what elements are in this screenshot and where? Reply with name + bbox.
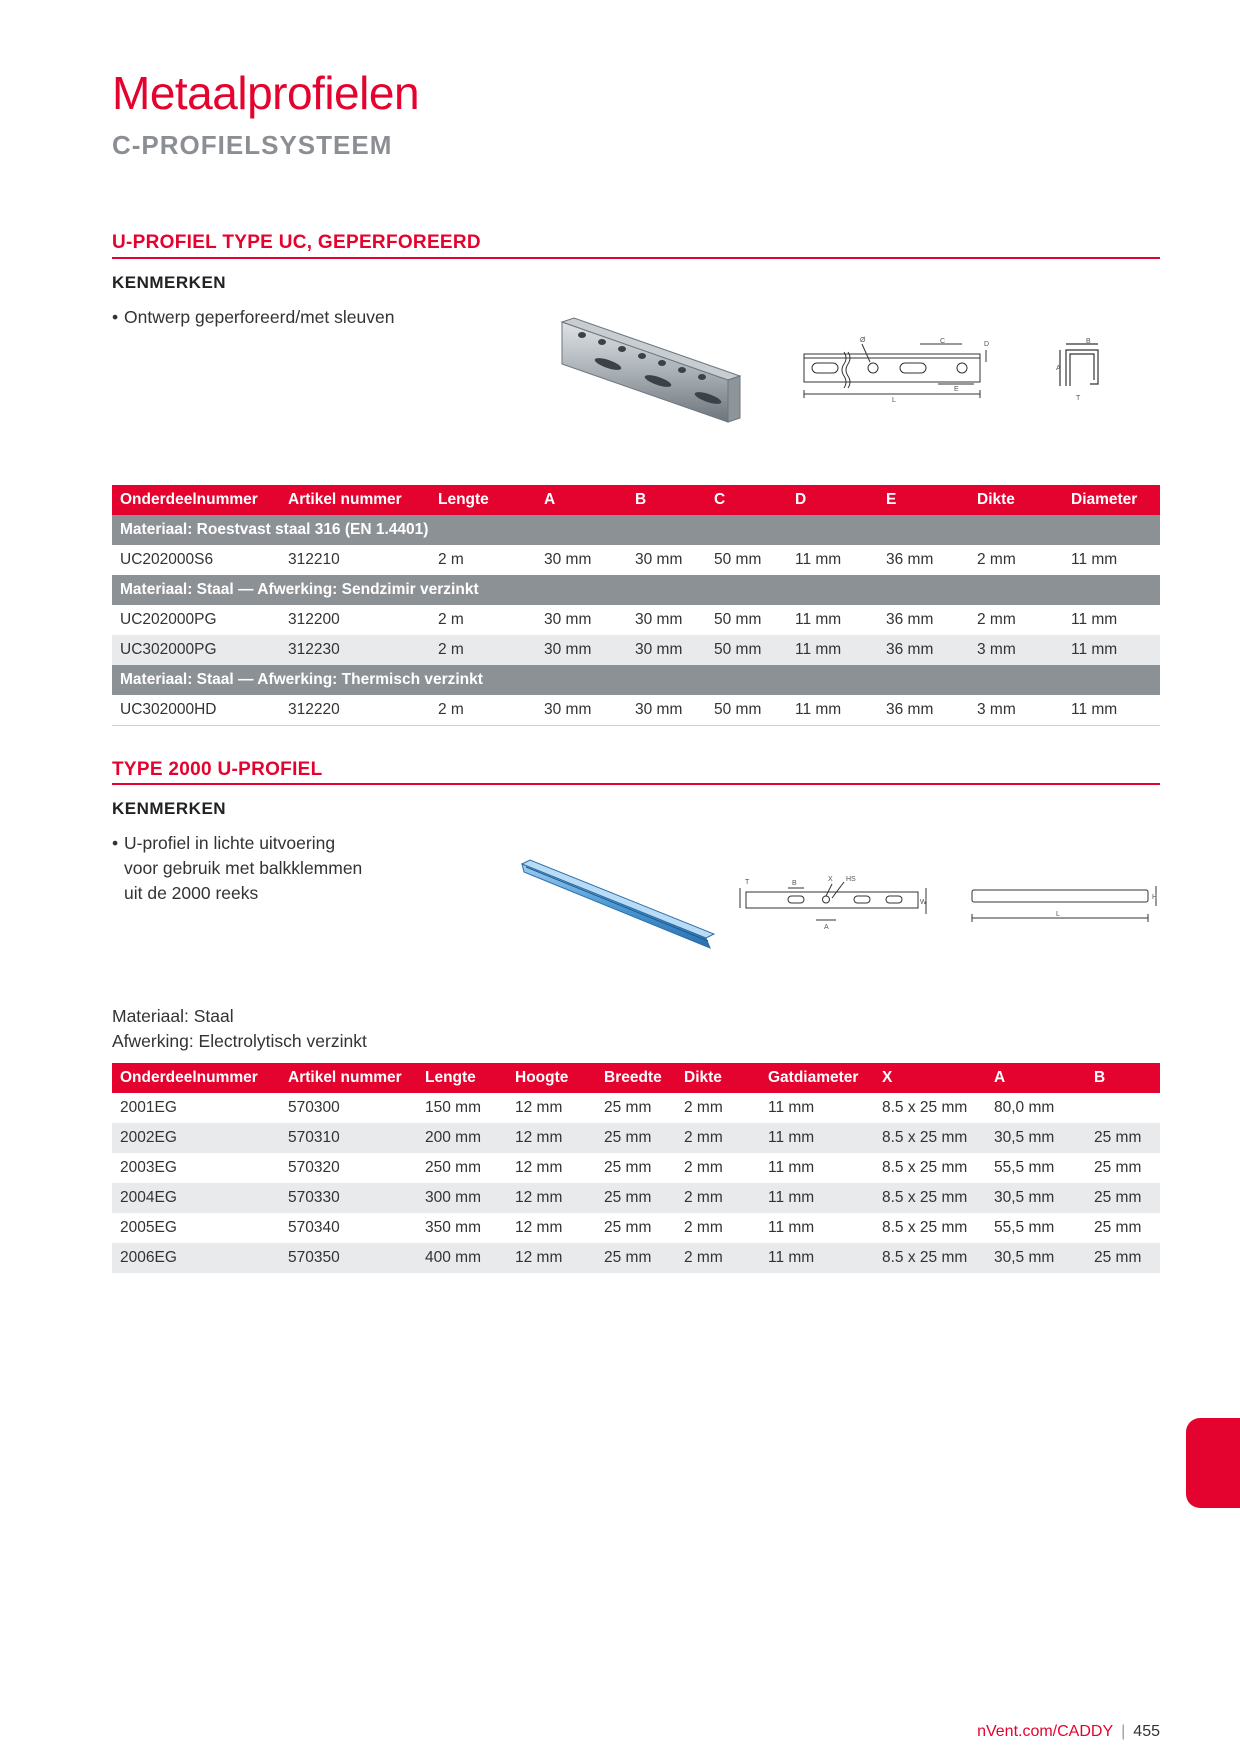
table-cell: 30 mm xyxy=(627,635,706,665)
table-cell: 2002EG xyxy=(112,1123,280,1153)
table-cell: 11 mm xyxy=(1071,611,1118,628)
table-cell: UC302000HD xyxy=(112,695,280,725)
type2000-diagram-t-label: T xyxy=(745,879,750,886)
table-row xyxy=(112,1093,1160,1123)
table-cell: 11 mm xyxy=(795,611,842,628)
table-cell: 570300 xyxy=(288,1099,340,1116)
table-cell: 36 mm xyxy=(878,635,969,665)
type2000-diagram-a-label: A xyxy=(824,924,829,931)
type2000-table xyxy=(112,1063,1160,1273)
table-cell: 25 mm xyxy=(604,1159,652,1176)
table-cell: 25 mm xyxy=(1094,1159,1142,1176)
material-group-row xyxy=(112,515,1160,545)
uc-profile-table xyxy=(112,485,1160,726)
table-cell xyxy=(1086,1093,1160,1123)
table-cell: 570320 xyxy=(288,1159,340,1176)
table-cell: 570330 xyxy=(280,1183,417,1213)
uc-col-header: D xyxy=(787,485,878,515)
table-cell: 11 mm xyxy=(787,695,878,725)
uc-diagram-c-label: C xyxy=(940,338,946,345)
page-footer: nVent.com/CADDY | 455 xyxy=(977,1723,1160,1740)
table-cell: 2 mm xyxy=(676,1243,760,1273)
table-cell: 8.5 x 25 mm xyxy=(874,1243,986,1273)
table-cell: 2004EG xyxy=(112,1183,280,1213)
uc-col-header: Diameter xyxy=(1063,485,1160,515)
material-group-row xyxy=(112,575,1160,605)
table-cell: 25 mm xyxy=(604,1219,652,1236)
table-row xyxy=(112,695,1160,725)
table-cell: 36 mm xyxy=(886,551,934,568)
table-cell: 2 mm xyxy=(977,611,1016,628)
type2000-length-h-label: H xyxy=(1152,894,1158,901)
table-cell: 3 mm xyxy=(969,695,1063,725)
type2000-col-header: Gatdiameter xyxy=(760,1063,874,1093)
table-cell: 25 mm xyxy=(604,1099,652,1116)
type2000-length-l-label: L xyxy=(1056,911,1060,918)
table-cell: 300 mm xyxy=(417,1183,507,1213)
table-cell: 2 mm xyxy=(977,551,1016,568)
table-cell: 30 mm xyxy=(536,635,627,665)
table-cell: 11 mm xyxy=(768,1219,815,1236)
footer-url[interactable]: nVent.com/CADDY xyxy=(977,1723,1114,1740)
table-cell: 36 mm xyxy=(886,611,934,628)
table-cell: 30,5 mm xyxy=(986,1123,1086,1153)
table-cell: 570310 xyxy=(280,1123,417,1153)
table-cell: 8.5 x 25 mm xyxy=(882,1099,968,1116)
uc-diagram-diameter-label: Ø xyxy=(860,337,866,344)
uc-col-header: A xyxy=(536,485,627,515)
page-subtitle: C-PROFIELSYSTEEM xyxy=(112,130,393,160)
table-cell: 30 mm xyxy=(627,695,706,725)
table-cell: 11 mm xyxy=(768,1099,815,1116)
section2-features-label: KENMERKEN xyxy=(112,799,227,818)
table-row xyxy=(112,605,1160,635)
table-cell: 11 mm xyxy=(768,1159,815,1176)
table-cell: 12 mm xyxy=(507,1243,596,1273)
table-cell: 25 mm xyxy=(596,1123,676,1153)
table-row xyxy=(112,635,1160,665)
table-cell: 2001EG xyxy=(120,1099,177,1116)
table-cell: 30 mm xyxy=(544,551,592,568)
type2000-finish: Afwerking: Electrolytisch verzinkt xyxy=(112,1031,367,1051)
type2000-col-header: Onderdeelnummer xyxy=(112,1063,280,1093)
table-cell: 150 mm xyxy=(425,1099,481,1116)
page-number: 455 xyxy=(1133,1723,1160,1740)
type2000-col-header: Breedte xyxy=(596,1063,676,1093)
table-cell: 12 mm xyxy=(515,1099,563,1116)
table-cell: 2003EG xyxy=(120,1159,177,1176)
table-row xyxy=(112,1153,1160,1183)
uc-table-header-row xyxy=(112,485,1160,515)
table-cell: 350 mm xyxy=(425,1219,481,1236)
table-cell: UC302000PG xyxy=(112,635,280,665)
table-cell: 2 m xyxy=(438,551,464,568)
uc-col-header: Onderdeelnummer xyxy=(112,485,280,515)
type2000-material: Materiaal: Staal xyxy=(112,1006,234,1026)
section2-title: TYPE 2000 U-PROFIEL xyxy=(112,759,323,780)
table-cell: 2006EG xyxy=(112,1243,280,1273)
table-row xyxy=(112,1183,1160,1213)
type2000-side-drawing xyxy=(736,874,936,934)
table-cell: 2 m xyxy=(430,635,536,665)
uc-end-b-label: B xyxy=(1086,338,1091,345)
type2000-col-header: Hoogte xyxy=(507,1063,596,1093)
table-cell: 12 mm xyxy=(507,1123,596,1153)
table-cell: 25 mm xyxy=(1094,1219,1142,1236)
table-cell: 50 mm xyxy=(706,695,787,725)
table-cell: 25 mm xyxy=(596,1183,676,1213)
table-cell: 312200 xyxy=(288,611,340,628)
table-cell: 80,0 mm xyxy=(994,1099,1055,1116)
section1-rule xyxy=(112,257,1160,259)
table-cell: 11 mm xyxy=(760,1123,874,1153)
table-cell: 8.5 x 25 mm xyxy=(874,1183,986,1213)
type2000-diagram-x-label: X xyxy=(828,876,833,883)
type2000-col-header: B xyxy=(1086,1063,1160,1093)
type2000-col-header: Artikel nummer xyxy=(280,1063,417,1093)
table-cell: 11 mm xyxy=(1063,635,1160,665)
uc-col-header: Artikel nummer xyxy=(280,485,430,515)
table-cell: 36 mm xyxy=(878,695,969,725)
table-cell: 25 mm xyxy=(1086,1243,1160,1273)
table-cell: 11 mm xyxy=(760,1243,874,1273)
table-cell: 55,5 mm xyxy=(994,1219,1055,1236)
table-cell: 570340 xyxy=(288,1219,340,1236)
table-cell: 30 mm xyxy=(635,551,683,568)
table-cell: 50 mm xyxy=(714,611,762,628)
table-cell: 30,5 mm xyxy=(986,1243,1086,1273)
section1-bullet: • Ontwerp geperforeerd/met sleuven xyxy=(112,307,395,327)
table-cell: 250 mm xyxy=(425,1159,481,1176)
table-cell: 11 mm xyxy=(1071,551,1118,568)
type2000-diagram-b-label: B xyxy=(792,880,797,887)
table-cell: 312230 xyxy=(280,635,430,665)
table-cell: 2005EG xyxy=(120,1219,177,1236)
type2000-col-header: X xyxy=(874,1063,986,1093)
table-row xyxy=(112,1243,1160,1273)
type2000-table-header-row xyxy=(112,1063,1160,1093)
table-cell: 2 mm xyxy=(676,1183,760,1213)
uc-diagram-l-label: L xyxy=(892,397,896,404)
uc-col-header: E xyxy=(878,485,969,515)
table-cell: 2 m xyxy=(430,695,536,725)
table-cell: 200 mm xyxy=(417,1123,507,1153)
table-row xyxy=(112,545,1160,575)
uc-diagram-e-label: E xyxy=(954,386,959,393)
table-row xyxy=(112,1213,1160,1243)
type2000-col-header: Dikte xyxy=(676,1063,760,1093)
uc-diagram-d-label: D xyxy=(984,341,990,348)
chapter-side-tab xyxy=(1186,1418,1240,1508)
table-cell: 30,5 mm xyxy=(986,1183,1086,1213)
table-cell: 11 mm xyxy=(1063,695,1160,725)
table-cell: 2 mm xyxy=(684,1219,723,1236)
table-row xyxy=(112,1123,1160,1153)
uc-profile-product-image xyxy=(558,318,748,426)
uc-profile-end-drawing xyxy=(1056,336,1126,406)
material-group-label: Materiaal: Roestvast staal 316 (EN 1.4401) xyxy=(112,515,1160,545)
uc-end-a-label: A xyxy=(1056,365,1061,372)
table-cell: 50 mm xyxy=(706,635,787,665)
table-cell: 30 mm xyxy=(635,611,683,628)
table-cell: 2 mm xyxy=(684,1159,723,1176)
table-cell: 312220 xyxy=(280,695,430,725)
section2-bullet: • U-profiel in lichte uitvoering voor gebruik met balkklemmen uit de 2000 reeks xyxy=(112,833,363,903)
table-cell: UC202000S6 xyxy=(120,551,214,568)
table-cell: 12 mm xyxy=(515,1159,563,1176)
table-cell: 12 mm xyxy=(507,1183,596,1213)
table-cell: 55,5 mm xyxy=(994,1159,1055,1176)
type2000-col-header: Lengte xyxy=(417,1063,507,1093)
table-cell: 3 mm xyxy=(969,635,1063,665)
uc-col-header: B xyxy=(627,485,706,515)
section2-rule xyxy=(112,783,1160,785)
table-cell: 11 mm xyxy=(760,1183,874,1213)
section1-features-label: KENMERKEN xyxy=(112,273,227,292)
table-cell: 25 mm xyxy=(1086,1183,1160,1213)
table-cell: 8.5 x 25 mm xyxy=(882,1219,968,1236)
table-cell: 8.5 x 25 mm xyxy=(874,1123,986,1153)
table-cell: 2 mm xyxy=(676,1123,760,1153)
table-cell: 25 mm xyxy=(1086,1123,1160,1153)
table-cell: 30 mm xyxy=(536,695,627,725)
table-cell: 8.5 x 25 mm xyxy=(882,1159,968,1176)
type2000-diagram-w-label: W xyxy=(920,899,927,906)
table-cell: 11 mm xyxy=(795,551,842,568)
table-cell: 2 m xyxy=(438,611,464,628)
material-group-label: Materiaal: Staal — Afwerking: Sendzimir verzinkt xyxy=(112,575,1160,605)
table-cell: 11 mm xyxy=(787,635,878,665)
uc-col-header: Dikte xyxy=(969,485,1063,515)
table-cell: 25 mm xyxy=(596,1243,676,1273)
table-cell: 400 mm xyxy=(417,1243,507,1273)
material-group-label: Materiaal: Staal — Afwerking: Thermisch verzinkt xyxy=(112,665,1160,695)
uc-col-header: C xyxy=(706,485,787,515)
page-title: Metaalprofielen xyxy=(112,67,420,119)
type2000-product-image xyxy=(520,858,716,950)
type2000-col-header: A xyxy=(986,1063,1086,1093)
table-cell: 312210 xyxy=(288,551,340,568)
material-group-row xyxy=(112,665,1160,695)
uc-col-header: Lengte xyxy=(430,485,536,515)
type2000-material-note xyxy=(112,1004,367,1054)
table-cell: 12 mm xyxy=(515,1219,563,1236)
table-cell: 50 mm xyxy=(714,551,762,568)
uc-profile-side-drawing xyxy=(800,336,990,406)
type2000-length-drawing xyxy=(966,880,1162,928)
table-cell: 570350 xyxy=(280,1243,417,1273)
type2000-diagram-hs-label: HS xyxy=(846,876,856,883)
table-cell: UC202000PG xyxy=(120,611,217,628)
uc-end-t-label: T xyxy=(1076,395,1081,402)
table-cell: 30 mm xyxy=(544,611,592,628)
table-cell: 2 mm xyxy=(684,1099,723,1116)
section1-title: U-PROFIEL TYPE UC, GEPERFOREERD xyxy=(112,232,481,253)
